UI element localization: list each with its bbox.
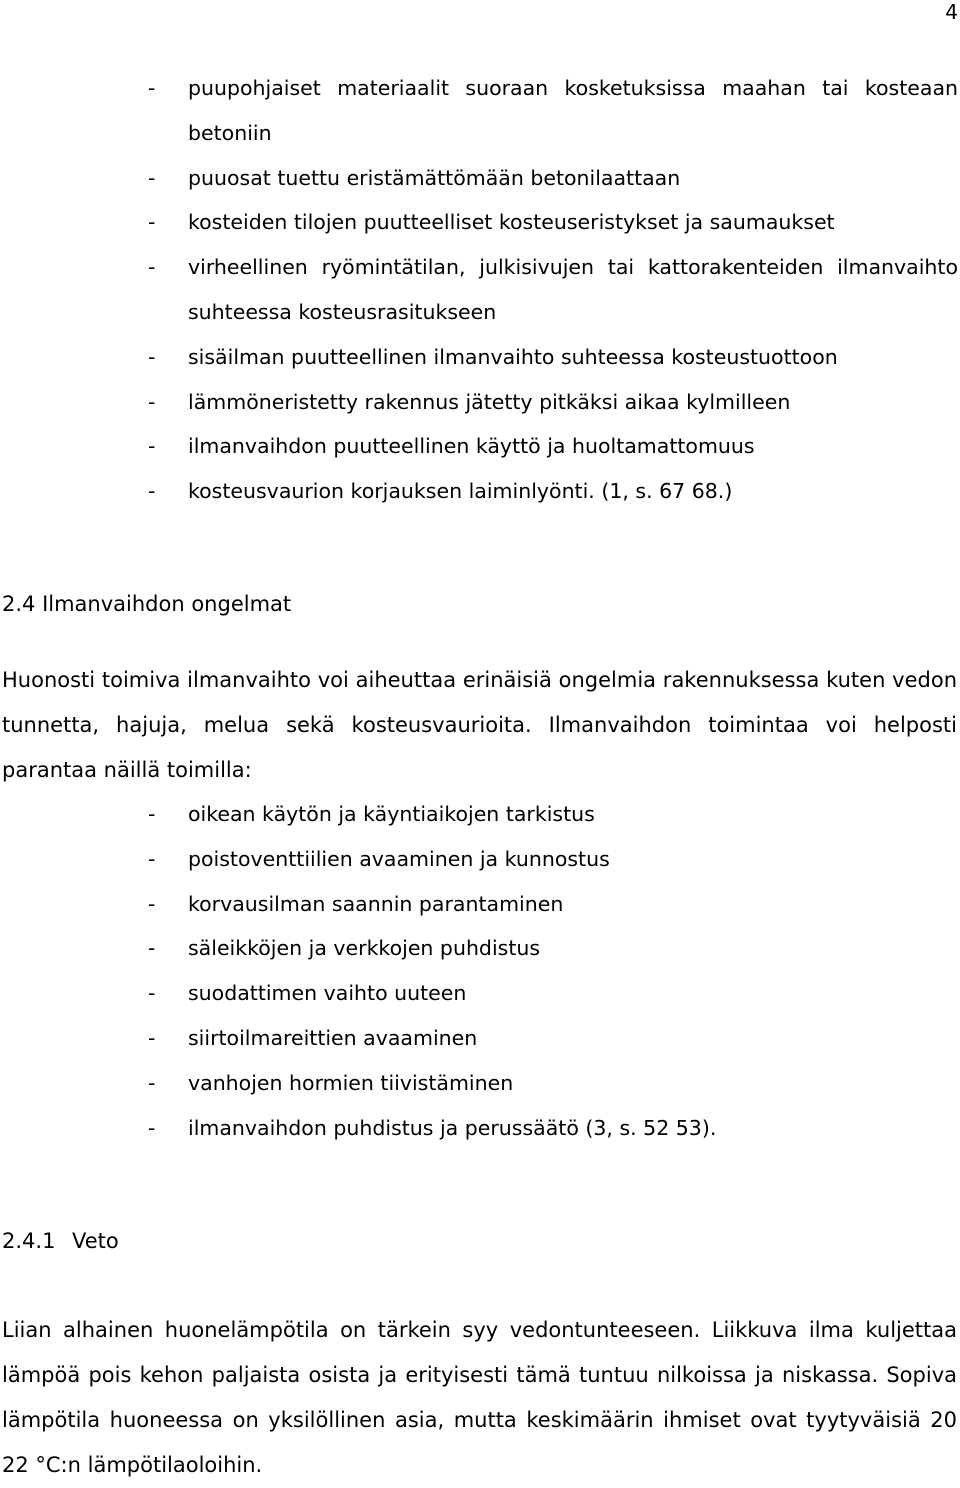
list-item-text: ilmanvaihdon puhdistus ja perussäätö (3, s. 52 53). <box>188 1115 717 1140</box>
bullet-dash: - <box>148 802 156 826</box>
list-item <box>0 156 960 201</box>
bullet-dash: - <box>148 846 156 871</box>
list-item <box>0 1016 960 1061</box>
list-item-text: kosteiden tilojen puutteelliset kosteuseristykset ja saumaukset <box>188 210 835 235</box>
moisture-causes-list <box>0 66 960 514</box>
list-item <box>0 837 960 882</box>
list-item-text: siirtoilmareittien avaaminen <box>188 1025 478 1050</box>
list-item <box>0 882 960 927</box>
list-item <box>0 66 960 156</box>
bullet-dash: - <box>148 936 156 961</box>
list-item-text: sisäilman puutteellinen ilmanvaihto suhteessa kosteustuottoon <box>188 344 838 369</box>
bullet-dash: - <box>148 1025 156 1050</box>
list-item <box>0 424 960 469</box>
section-2-4-1-paragraph: Liian alhainen huonelämpötila on tärkein syy vedontunteeseen. Liikkuva ilma kuljettaa lämpöä pois kehon paljaista osista ja erityisesti tämä tuntuu nilkoissa ja niskassa. Sopiva lämpötila huoneessa on yksilöllinen asia, mutta keskimäärin ihmiset ovat tyytyväisiä 20 22 °C:n lämpötilaoloihin. <box>2 1318 957 1477</box>
section-number: 2.4.1 <box>2 1229 56 1253</box>
ventilation-fixes-list <box>0 792 960 1150</box>
bullet-dash: - <box>148 434 156 459</box>
list-item-text: puupohjaiset materiaalit suoraan kosketuksissa maahan tai kosteaan betoniin <box>188 76 958 145</box>
list-item <box>0 200 960 245</box>
list-item-text: korvausilman saannin parantaminen <box>188 891 564 916</box>
list-item-text: puuosat tuettu eristämättömään betonilaattaan <box>188 165 681 190</box>
list-item-text: kosteusvaurion korjauksen laiminlyönti. (1, s. 67 68.) <box>188 479 733 504</box>
list-item <box>0 1106 960 1151</box>
bullet-dash: - <box>148 165 156 190</box>
list-item-text: ilmanvaihdon puutteellinen käyttö ja huoltamattomuus <box>188 434 755 459</box>
bullet-dash: - <box>148 255 156 280</box>
page-number: 4 <box>945 0 958 24</box>
bullet-dash: - <box>148 210 156 235</box>
section-2-4-paragraph: Huonosti toimiva ilmanvaihto voi aiheuttaa erinäisiä ongelmia rakennuksessa kuten vedon tunnetta, hajuja, melua sekä kosteusvaurioita. Ilmanvaihdon toimintaa voi helposti parantaa näillä toimilla: <box>2 668 957 782</box>
list-item <box>0 926 960 971</box>
bullet-dash: - <box>148 479 156 504</box>
list-item <box>0 469 960 514</box>
bullet-dash: - <box>148 1070 156 1095</box>
list-item <box>0 245 960 335</box>
list-item <box>0 971 960 1016</box>
list-item-text: vanhojen hormien tiivistäminen <box>188 1070 514 1095</box>
list-item <box>0 380 960 425</box>
section-heading-2-4-1 <box>2 1227 119 1255</box>
bullet-dash: - <box>148 891 156 916</box>
list-item <box>0 335 960 380</box>
bullet-dash: - <box>148 1115 156 1140</box>
list-item-text: lämmöneristetty rakennus jätetty pitkäksi aikaa kylmilleen <box>188 389 791 414</box>
section-heading-2-4: 2.4 Ilmanvaihdon ongelmat <box>2 592 292 616</box>
bullet-dash: - <box>148 981 156 1006</box>
list-item-text: poistoventtiilien avaaminen ja kunnostus <box>188 846 610 871</box>
list-item-text: säleikköjen ja verkkojen puhdistus <box>188 936 541 961</box>
list-item <box>0 792 960 837</box>
section-title: Veto <box>72 1229 119 1253</box>
list-item-text: virheellinen ryömintätilan, julkisivujen tai kattorakenteiden ilmanvaihto suhteessa kosteusrasitukseen <box>188 255 958 324</box>
bullet-dash: - <box>148 389 156 414</box>
list-item-text: suodattimen vaihto uuteen <box>188 981 467 1006</box>
list-item-text: oikean käytön ja käyntiaikojen tarkistus <box>188 802 595 826</box>
bullet-dash: - <box>148 76 156 100</box>
bullet-dash: - <box>148 344 156 369</box>
list-item <box>0 1061 960 1106</box>
